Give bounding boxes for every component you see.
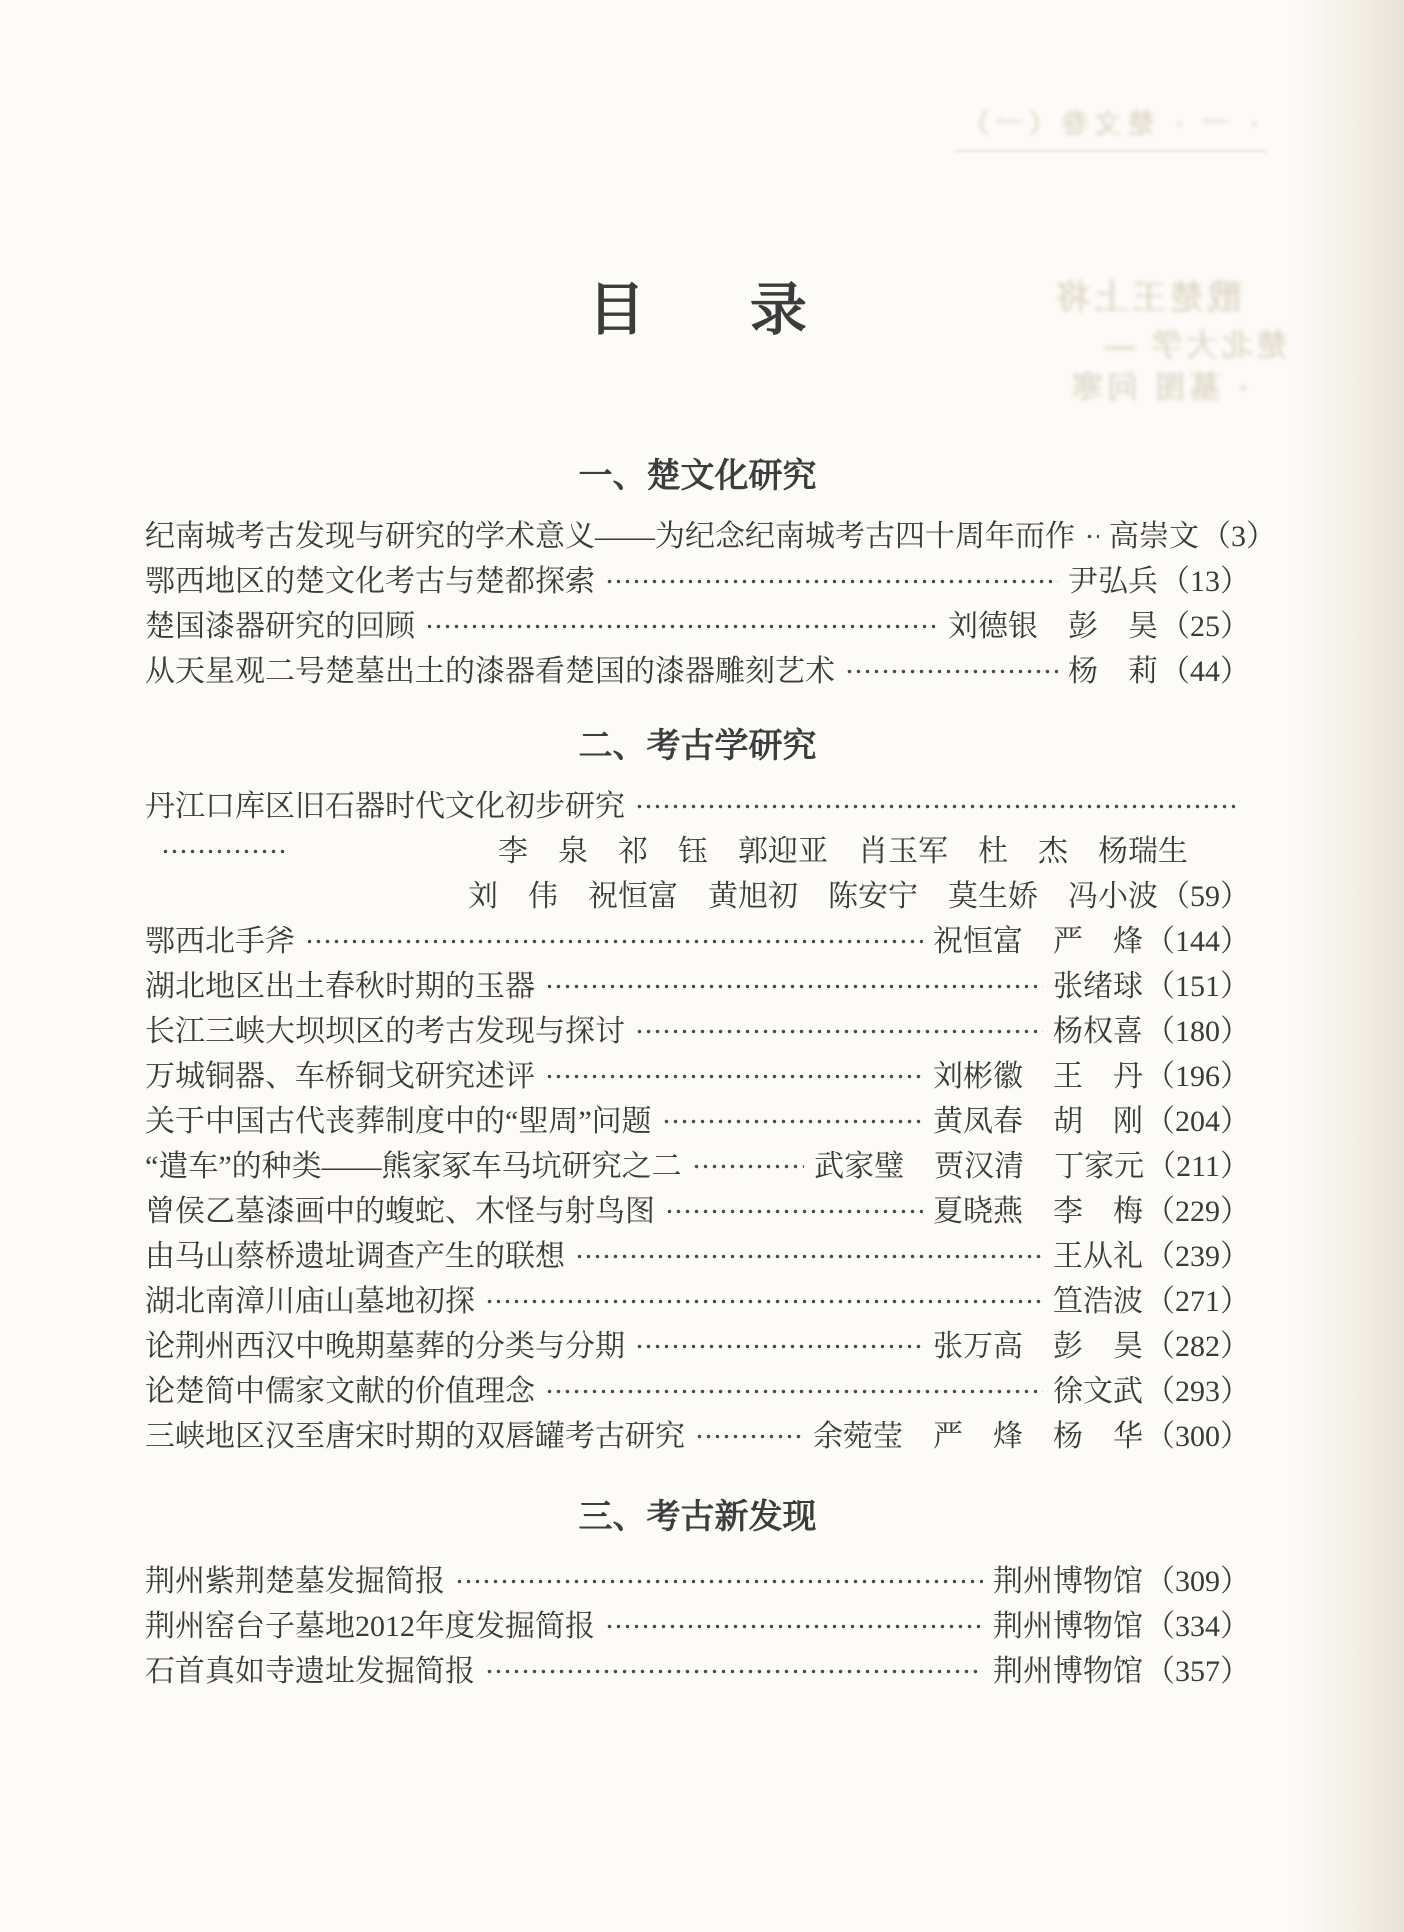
dot-leader (455, 1559, 983, 1604)
entry-authors: 杨 莉 (1068, 655, 1158, 688)
entry-page-number: （3） (1201, 520, 1276, 553)
entry-page-number: （196） (1145, 1060, 1250, 1093)
dot-leader (425, 604, 938, 649)
dot-leader (605, 1604, 983, 1649)
entry-authors: 徐文武 (1053, 1375, 1143, 1408)
toc-entry (145, 1234, 1250, 1279)
dot-leader (695, 1414, 803, 1459)
toc-entry (145, 1369, 1250, 1414)
toc-entry (145, 919, 1250, 964)
toc-entry (145, 514, 1276, 559)
toc-entry (145, 1099, 1250, 1144)
dot-leader (545, 1369, 1043, 1414)
entry-authors: 刘彬徽 王 丹 (933, 1060, 1143, 1093)
entry-title: 关于中国古代丧葬制度中的“堲周”问题 (145, 1105, 652, 1138)
toc-entry (145, 1649, 1250, 1694)
entry-title: 楚国漆器研究的回顾 (145, 610, 415, 643)
entry-authors: 杨权喜 (1053, 1015, 1143, 1048)
dot-leader (635, 1324, 923, 1369)
dot-leader (575, 1234, 1043, 1279)
section-heading: 一、楚文化研究 (578, 457, 817, 495)
entry-page-number: （25） (1160, 610, 1250, 643)
dot-leader (485, 1279, 1043, 1324)
entry-title: 纪南城考古发现与研究的学术意义——为纪念纪南城考古四十周年而作 (145, 520, 1075, 553)
entry-authors: 李 泉 祁 钰 郭迎亚 肖玉军 杜 杰 杨瑞生 (498, 835, 1188, 868)
entry-title: 长江三峡大坝坝区的考古发现与探讨 (145, 1015, 625, 1048)
entry-title: 由马山蔡桥遗址调查产生的联想 (145, 1240, 565, 1273)
entry-authors: 王从礼 (1053, 1240, 1143, 1273)
toc-entry-authors-row (145, 829, 1250, 874)
toc-entry (145, 649, 1250, 694)
entry-title: 鄂西地区的楚文化考古与楚都探索 (145, 565, 595, 598)
dot-leader (545, 1054, 923, 1099)
entry-authors: 荆州博物馆 (993, 1610, 1143, 1643)
entry-title: “遣车”的种类——熊家冢车马坑研究之二 (145, 1150, 682, 1183)
toc-entry (145, 1009, 1250, 1054)
toc-entry (145, 1054, 1250, 1099)
dot-leader (845, 649, 1058, 694)
dot-leader (545, 964, 1043, 1009)
entry-title: 湖北南漳川庙山墓地初探 (145, 1285, 475, 1318)
entry-authors: 张万高 彭 昊 (933, 1330, 1143, 1363)
section-heading: 三、考古新发现 (578, 1498, 817, 1536)
entry-title: 曾侯乙墓漆画中的蝮蛇、木怪与射鸟图 (145, 1195, 655, 1228)
entry-title: 荆州紫荆楚墓发掘简报 (145, 1565, 445, 1598)
toc-entry-authors-row (145, 874, 1250, 919)
entry-authors: 刘德银 彭 昊 (948, 610, 1158, 643)
dot-leader (1085, 514, 1099, 559)
toc-content-column (145, 0, 1276, 1694)
dot-leader (635, 1009, 1043, 1054)
entry-title: 三峡地区汉至唐宋时期的双唇罐考古研究 (145, 1420, 685, 1453)
section-entries (145, 1559, 1250, 1694)
entry-authors: 荆州博物馆 (993, 1565, 1143, 1598)
entry-authors: 夏晓燕 李 梅 (933, 1195, 1143, 1228)
entry-title: 万城铜器、车桥铜戈研究述评 (145, 1060, 535, 1093)
show-through-text-line: · 墓图 问寒 (1068, 370, 1248, 405)
dot-leader (485, 1649, 983, 1694)
entry-title: 湖北地区出土春秋时期的玉器 (145, 970, 535, 1003)
entry-title: 荆州窑台子墓地2012年度发掘简报 (145, 1610, 595, 1643)
dot-leader (635, 784, 1240, 829)
toc-entry (145, 1189, 1250, 1234)
show-through-text-line: 戬楚王上将 (1052, 279, 1242, 317)
entry-page-number: （59） (1160, 880, 1250, 913)
section-entries (145, 514, 1276, 694)
entry-title: 丹江口库区旧石器时代文化初步研究 (145, 790, 625, 823)
show-through-text-line: 楚北大学 — (1100, 328, 1288, 363)
section-entries (145, 784, 1250, 1459)
toc-entry (145, 1144, 1250, 1189)
entry-title: 论荆州西汉中晚期墓葬的分类与分期 (145, 1330, 625, 1363)
toc-entry (145, 1279, 1250, 1324)
toc-entry (145, 1324, 1250, 1369)
dot-leader (305, 919, 923, 964)
entry-authors: 黄凤春 胡 刚 (933, 1105, 1143, 1138)
toc-entry (145, 964, 1250, 1009)
entry-authors: 刘 伟 祝恒富 黄旭初 陈安宁 莫生娇 冯小波 (468, 880, 1158, 913)
entry-title: 鄂西北手斧 (145, 925, 295, 958)
entry-page-number: （44） (1160, 655, 1250, 688)
entry-page-number: （229） (1145, 1195, 1250, 1228)
toc-entry (145, 1604, 1250, 1649)
entry-page-number: （271） (1145, 1285, 1250, 1318)
entry-page-number: （293） (1145, 1375, 1250, 1408)
entry-authors: 尹弘兵 (1068, 565, 1158, 598)
toc-entry (145, 559, 1250, 604)
entry-page-number: （144） (1145, 925, 1250, 958)
entry-page-number: （180） (1145, 1015, 1250, 1048)
entry-authors: 武家璧 贾汉清 丁家元 (814, 1150, 1145, 1183)
entry-page-number: （334） (1145, 1610, 1250, 1643)
entry-authors: 高崇文 (1109, 520, 1199, 553)
dot-leader (662, 1099, 923, 1144)
toc-entry (145, 604, 1250, 649)
dot-leader (692, 1144, 804, 1189)
dot-leader (665, 1189, 923, 1234)
entry-title: 石首真如寺遗址发掘简报 (145, 1655, 475, 1688)
entry-authors: 祝恒富 严 烽 (933, 925, 1143, 958)
entry-page-number: （309） (1145, 1565, 1250, 1598)
entry-authors: 笪浩波 (1053, 1285, 1143, 1318)
entry-title: 论楚简中儒家文献的价值理念 (145, 1375, 535, 1408)
entry-title: 从天星观二号楚墓出土的漆器看楚国的漆器雕刻艺术 (145, 655, 835, 688)
entry-authors: 余菀莹 严 烽 杨 华 (813, 1420, 1143, 1453)
entry-page-number: （211） (1146, 1150, 1250, 1183)
show-through-header-text: · 一 · 楚文卷（一） (956, 109, 1259, 139)
section-heading: 二、考古学研究 (578, 727, 817, 765)
entry-page-number: （282） (1145, 1330, 1250, 1363)
entry-page-number: （300） (1145, 1420, 1250, 1453)
dot-leader (605, 559, 1058, 604)
toc-entry (145, 1559, 1250, 1604)
toc-entry (145, 784, 1250, 829)
entry-page-number: （357） (1145, 1655, 1250, 1688)
entry-authors: 荆州博物馆 (993, 1655, 1143, 1688)
dot-leader (161, 829, 289, 874)
entry-page-number: （151） (1145, 970, 1250, 1003)
entry-authors: 张绪球 (1053, 970, 1143, 1003)
left-edge-cover-bleed-stripe (0, 0, 26, 862)
page-title: 目 录 (588, 279, 831, 342)
entry-page-number: （13） (1160, 565, 1250, 598)
entry-page-number: （239） (1145, 1240, 1250, 1273)
entry-page-number: （204） (1145, 1105, 1250, 1138)
toc-entry (145, 1414, 1250, 1459)
